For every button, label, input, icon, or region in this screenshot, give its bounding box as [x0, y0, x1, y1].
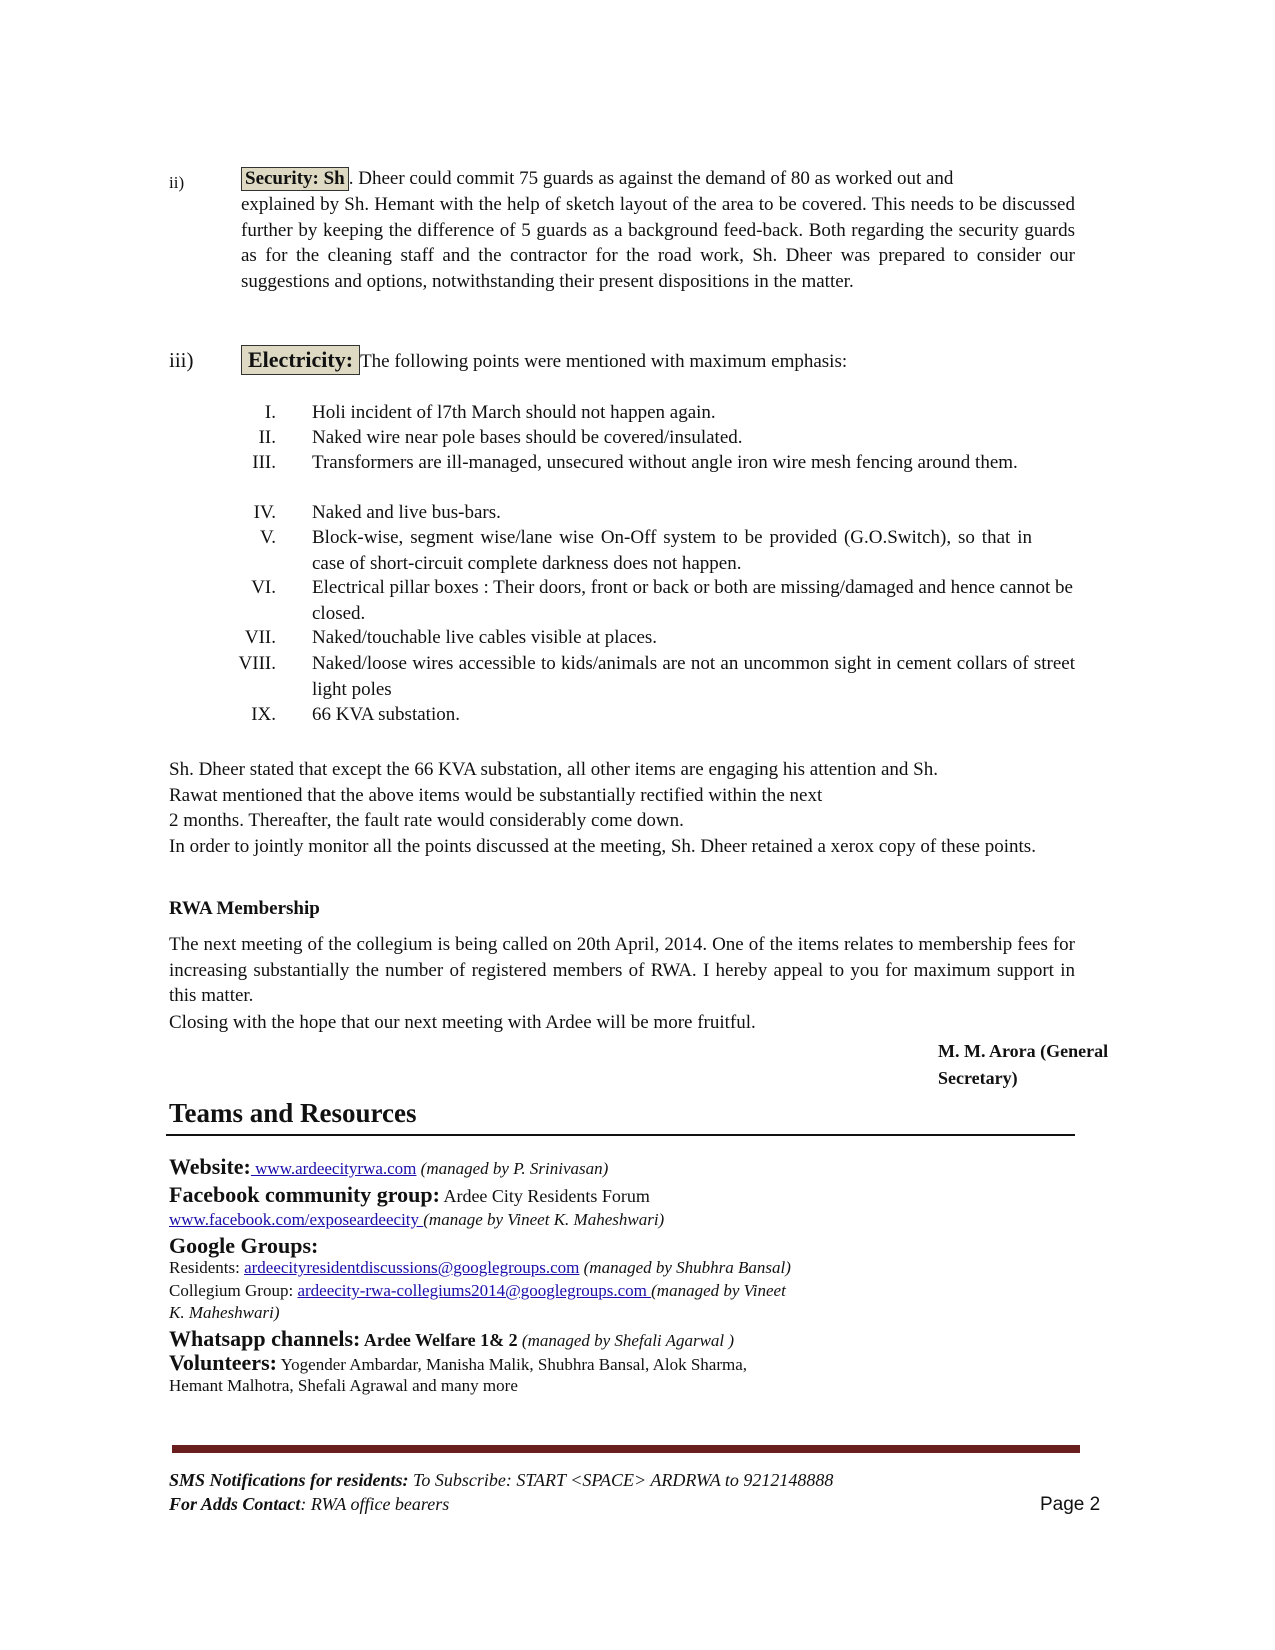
list-item [170, 625, 1075, 651]
security-line1 [241, 166, 1075, 192]
list-item-text: Electrical pillar boxes : Their doors, front or back or both are missing/damaged and hence cannot be closed. [312, 577, 1073, 624]
footer-rule [172, 1445, 1080, 1453]
residents-note: (managed by Shubhra Bansal) [579, 1258, 791, 1277]
electricity-heading [241, 345, 847, 376]
membership-text: The next meeting of the collegium is being called on 20th April, 2014. One of the items relates to membership fees for increasing substantially the number of registered members of RWA. I hereby appeal to you for maximum support in this matter. [169, 934, 1075, 1006]
list-item [170, 400, 1075, 426]
list-item-number: VI. [251, 577, 276, 598]
list-item-text: 66 KVA substation. [312, 704, 460, 725]
list-item-text: Naked and live bus-bars. [312, 502, 501, 523]
list-item-number: V. [259, 527, 276, 548]
security-text: explained by Sh. Hemant with the help of sketch layout of the area to be covered. This needs to be discussed further by keeping the difference of 5 guards as a background feed-back. Both regarding the security guards as for the cleaning staff and the contractor for the road work, Sh. Dheer was prepared to consider our suggestions and options, notwithstanding their present dispositions in the matter. [241, 194, 1075, 292]
website-row [169, 1154, 608, 1180]
footer-ads-label: For Adds Contact [169, 1494, 301, 1514]
volunteers-line1: Yogender Ambardar, Manisha Malik, Shubhra Bansal, Alok Sharma, [276, 1355, 748, 1374]
page-number: Page 2 [1040, 1494, 1101, 1515]
signature-line1: M. M. Arora (General [938, 1041, 1109, 1061]
list-item-text: Block-wise, segment wise/lane wise On-Off system to be provided (G.O.Switch), so that in case of short-circuit complete darkness does not happen. [312, 527, 1032, 574]
footer-sms-row [169, 1470, 833, 1491]
residents-label: Residents: [169, 1258, 245, 1277]
facebook-row [169, 1182, 650, 1208]
security-text-line1: . Dheer could commit 75 guards as against the demand of 80 as worked out and [348, 168, 954, 189]
summary-line2: Rawat mentioned that the above items would be substantially rectified within the next [169, 785, 823, 806]
collegium-note-line2: K. Maheshwari) [169, 1303, 280, 1322]
list-item-number: I. [264, 402, 276, 423]
volunteers-row [169, 1350, 747, 1376]
list-item-number: IV. [253, 502, 276, 523]
collegium-row [169, 1281, 786, 1301]
footer-sms-text: To Subscribe: START <SPACE> ARDRWA to 9212148888 [408, 1470, 834, 1490]
summary-para2: In order to jointly monitor all the points discussed at the meeting, Sh. Dheer retained a xerox copy of these points. [169, 836, 1036, 857]
resources-heading: Teams and Resources [169, 1098, 417, 1128]
list-item-number: IX. [251, 704, 276, 725]
list-item [170, 425, 1075, 451]
list-item-number: II. [258, 427, 276, 448]
facebook-note: (manage by Vineet K. Maheshwari) [423, 1210, 665, 1229]
collegium-label: Collegium Group: [169, 1281, 298, 1300]
whatsapp-row [169, 1326, 734, 1352]
google-groups-label: Google Groups: [169, 1233, 319, 1258]
footer-sms-label: SMS Notifications for residents: [169, 1470, 409, 1490]
summary-line3: 2 months. Thereafter, the fault rate would considerably come down. [169, 810, 684, 831]
facebook-label: Facebook community group: [169, 1182, 440, 1207]
summary-line1: Sh. Dheer stated that except the 66 KVA substation, all other items are engaging his attention and Sh. [169, 759, 938, 780]
security-numeral: ii) [169, 173, 185, 192]
membership-closing: Closing with the hope that our next meeting with Ardee will be more fruitful. [169, 1012, 756, 1033]
list-item [170, 575, 1105, 626]
footer-ads-text: : RWA office bearers [300, 1494, 450, 1514]
footer-ads-row [169, 1494, 449, 1515]
whatsapp-name: Ardee Welfare 1& 2 [360, 1330, 518, 1350]
list-item-number: III. [252, 452, 276, 473]
list-item-text: Naked/loose wires accessible to kids/animals are not an uncommon sight in cement collars of street light poles [312, 653, 1075, 700]
list-item [170, 500, 1075, 526]
membership-heading: RWA Membership [169, 898, 320, 919]
website-label: Website: [169, 1154, 251, 1179]
security-label: Security: Sh [241, 167, 349, 191]
electricity-numeral: iii) [169, 348, 194, 372]
resources-divider [166, 1134, 1075, 1136]
facebook-url-row [169, 1210, 664, 1230]
volunteers-label: Volunteers: [169, 1350, 277, 1375]
residents-row [169, 1258, 791, 1278]
whatsapp-note: (managed by Shefali Agarwal ) [517, 1331, 735, 1350]
electricity-label: Electricity: [241, 345, 360, 375]
volunteers-line2: Hemant Malhotra, Shefali Agrawal and many more [169, 1376, 518, 1395]
website-note: (managed by P. Srinivasan) [416, 1159, 609, 1178]
list-item [170, 651, 1075, 702]
facebook-name: Ardee City Residents Forum [439, 1186, 650, 1206]
whatsapp-label: Whatsapp channels: [169, 1326, 361, 1351]
list-item [170, 450, 1075, 476]
list-item-number: VIII. [238, 653, 276, 674]
collegium-note: (managed by Vineet [651, 1281, 786, 1300]
list-item-text: Naked/touchable live cables visible at places. [312, 627, 658, 648]
list-item-text: Holi incident of l7th March should not happen again. [312, 402, 716, 423]
signature-line2: Secretary) [938, 1068, 1018, 1088]
electricity-intro: The following points were mentioned with maximum emphasis: [360, 351, 848, 372]
list-item [170, 525, 1075, 576]
website-link[interactable]: www.ardeecityrwa.com [250, 1159, 417, 1178]
list-item-text: Transformers are ill-managed, unsecured without angle iron wire mesh fencing around them. [312, 452, 1018, 473]
residents-email-link[interactable]: ardeecityresidentdiscussions@googlegroups.com [244, 1258, 580, 1277]
facebook-link[interactable]: www.facebook.com/exposeardeecity [169, 1210, 424, 1229]
list-item-number: VII. [244, 627, 276, 648]
collegium-email-link[interactable]: ardeecity-rwa-collegiums2014@googlegroups.com [297, 1281, 652, 1300]
list-item [170, 702, 1075, 728]
list-item-text: Naked wire near pole bases should be covered/insulated. [312, 427, 743, 448]
